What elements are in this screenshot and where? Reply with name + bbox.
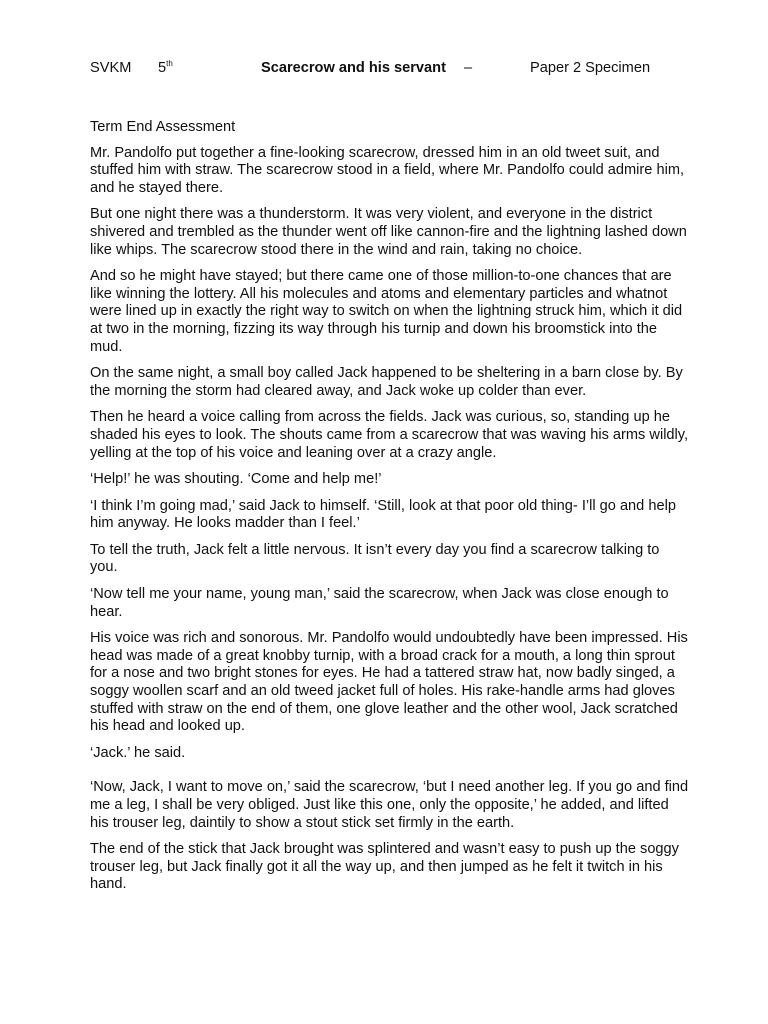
assessment-title: Term End Assessment [90, 119, 236, 135]
paragraph-10: His voice was rich and sonorous. Mr. Pandolfo would undoubtedly have been impressed. His head was made of a great knobby turnip, with a broad crack for a mouth, a long thin sprout for a nose and two bright stones for eyes. He had a tattered straw hat, now badly singed, a soggy woollen scarf and an old tweed jacket full of holes. His rake-handle arms had gloves stuffed with straw on the end of them, one glove leather and the other wool, Jack scratched his head and looked up. [90, 630, 688, 735]
school-name: SVKM [90, 60, 132, 76]
paragraph-11: ‘Jack.’ he said. [90, 744, 186, 761]
grade-suffix: th [166, 59, 173, 68]
paragraph-9: ‘Now tell me your name, young man,’ said the scarecrow, when Jack was close enough to hear. [90, 586, 669, 620]
paragraph-3: And so he might have stayed; but there came one of those million-to-one chances that are like winning the lottery. All his molecules and atoms and elementary particles and whatnot were lined up in exactly the right way to switch on when the lightning struck him, which it did at two in the morning, fizzing its way through his turnip and down his broomstick into the mud. [90, 268, 683, 355]
paragraph-6: ‘Help!’ he was shouting. ‘Come and help me!’ [90, 471, 382, 488]
paragraph-8: To tell the truth, Jack felt a little nervous. It isn’t every day you find a scarecrow talking to you. [90, 541, 660, 576]
paragraph-12: ‘Now, Jack, I want to move on,’ said the scarecrow, ‘but I need another leg. If you go and find me a leg, I shall be very obliged. Just like this one, only the opposite,’ he added, and lifted his trouser leg, daintily to show a stout stick set firmly in the earth. [90, 779, 689, 831]
grade-number: 5 [158, 60, 167, 76]
story-body [90, 119, 690, 903]
paragraph-13: The end of the stick that Jack brought was splintered and wasn’t easy to push up the soggy trouser leg, but Jack finally got it all the way up, and then jumped as he felt it twitch in his hand. [90, 841, 679, 893]
paragraph-2: But one night there was a thunderstorm. It was very violent, and everyone in the district shivered and trembled as the thunder went off like cannon-fire and the lightning lashed down like whips. The scarecrow stood there in the wind and rain, taking no choice. [90, 206, 687, 258]
header-dash: – [464, 60, 473, 76]
page-header [90, 59, 680, 79]
paper-label: Paper 2 Specimen [530, 60, 651, 76]
paragraph-5: Then he heard a voice calling from across the fields. Jack was curious, so, standing up he shaded his eyes to look. The shouts came from a scarecrow that was waving his arms wildly, yelling at the top of his voice and leaning over at a crazy angle. [90, 409, 689, 461]
paragraph-1: Mr. Pandolfo put together a fine-looking scarecrow, dressed him in an old tweet suit, and stuffed him with straw. The scarecrow stood in a field, where Mr. Pandolfo could admire him, and he stayed there. [90, 144, 685, 196]
story-title: Scarecrow and his servant [261, 60, 446, 76]
paragraph-7: ‘I think I’m going mad,’ said Jack to himself. ‘Still, look at that poor old thing- I’ll go and help him anyway. He looks madder than I feel.’ [90, 497, 676, 532]
paragraph-4: On the same night, a small boy called Jack happened to be sheltering in a barn close by. By the morning the storm had cleared away, and Jack woke up colder than ever. [90, 365, 683, 399]
grade-label [158, 59, 173, 79]
